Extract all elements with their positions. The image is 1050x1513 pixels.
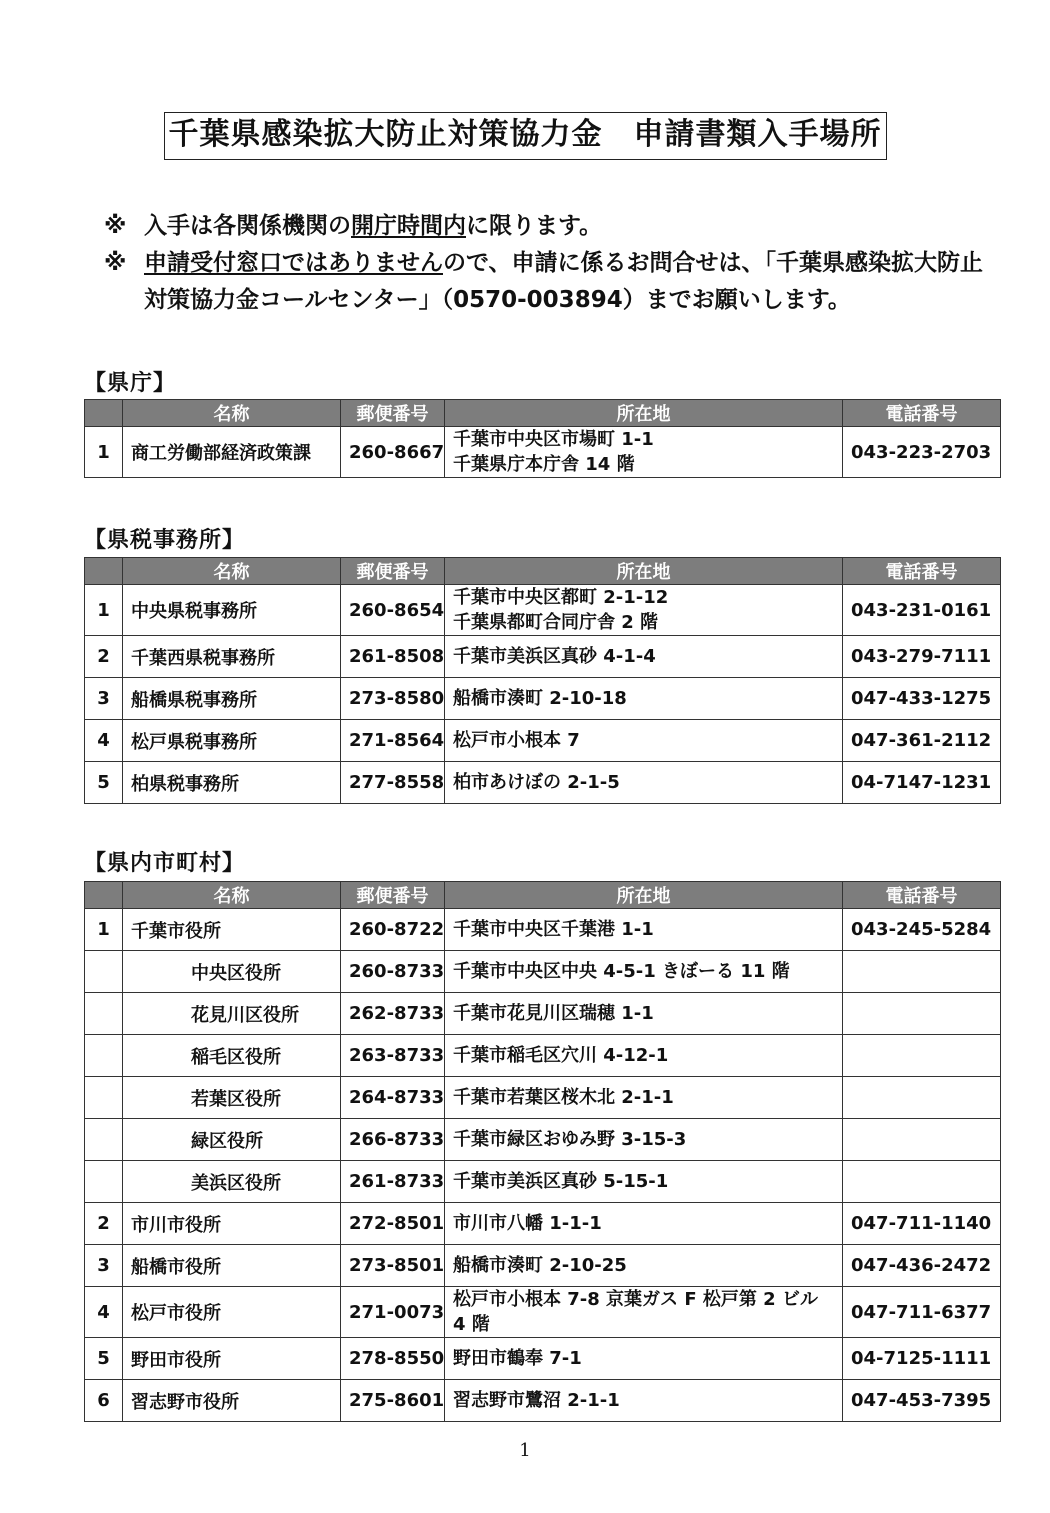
cell-number — [85, 993, 123, 1035]
cell-name: 千葉西県税事務所 — [123, 636, 341, 678]
cell-number — [85, 951, 123, 993]
cell-postal-code: 272-8501 — [341, 1203, 445, 1245]
notes — [104, 208, 984, 319]
header-postal: 郵便番号 — [341, 558, 445, 585]
cell-phone — [843, 1161, 1001, 1203]
cell-number: 1 — [85, 427, 123, 478]
cell-address — [445, 1287, 843, 1338]
address-line: 4 階 — [453, 1314, 490, 1335]
table-row — [85, 1077, 1001, 1119]
address-line: 千葉市中央区中央 4-5-1 きぼーる 11 階 — [453, 961, 790, 982]
header-name: 名称 — [123, 558, 341, 585]
title-wrap — [0, 112, 1050, 160]
note-mark: ※ — [104, 213, 127, 239]
table-row — [85, 678, 1001, 720]
cell-address — [445, 909, 843, 951]
cell-postal-code: 271-0073 — [341, 1287, 445, 1338]
header-phone: 電話番号 — [843, 400, 1001, 427]
cell-address — [445, 720, 843, 762]
cell-phone: 047-436-2472 — [843, 1245, 1001, 1287]
cell-postal-code: 260-8722 — [341, 909, 445, 951]
cell-number: 3 — [85, 678, 123, 720]
cell-postal-code: 266-8733 — [341, 1119, 445, 1161]
cell-postal-code: 277-8558 — [341, 762, 445, 804]
table-header-row — [85, 882, 1001, 909]
note-2 — [104, 245, 984, 319]
table-row — [85, 720, 1001, 762]
header-no — [85, 558, 123, 585]
note-text — [144, 245, 984, 319]
section-title-prefecture: 【県庁】 — [84, 371, 177, 396]
table-row — [85, 1380, 1001, 1422]
cell-address — [445, 1161, 843, 1203]
page-number: 1 — [519, 1440, 531, 1461]
cell-address — [445, 1119, 843, 1161]
header-address: 所在地 — [445, 400, 843, 427]
table-row — [85, 951, 1001, 993]
cell-phone: 043-245-5284 — [843, 909, 1001, 951]
cell-name: 稲毛区役所 — [123, 1035, 341, 1077]
cell-name: 柏県税事務所 — [123, 762, 341, 804]
cell-phone — [843, 1077, 1001, 1119]
cell-number: 1 — [85, 909, 123, 951]
header-no — [85, 882, 123, 909]
table-row — [85, 636, 1001, 678]
address-line: 松戸市小根本 7-8 京葉ガス F 松戸第 2 ビル — [453, 1289, 818, 1310]
header-postal: 郵便番号 — [341, 882, 445, 909]
note-underlined-text: 申請受付窓口ではありません — [144, 250, 443, 276]
address-line: 千葉市美浜区真砂 4-1-4 — [453, 646, 656, 667]
header-postal: 郵便番号 — [341, 400, 445, 427]
cell-address — [445, 427, 843, 478]
cell-name: 松戸市役所 — [123, 1287, 341, 1338]
table-row — [85, 427, 1001, 478]
table-row — [85, 1338, 1001, 1380]
cell-postal-code: 261-8733 — [341, 1161, 445, 1203]
note-1 — [104, 208, 984, 245]
cell-name: 緑区役所 — [123, 1119, 341, 1161]
table-row — [85, 762, 1001, 804]
header-phone: 電話番号 — [843, 558, 1001, 585]
cell-address — [445, 1035, 843, 1077]
address-line: 船橋市湊町 2-10-18 — [453, 688, 627, 709]
table-row — [85, 1287, 1001, 1338]
section-title-municipalities: 【県内市町村】 — [84, 851, 246, 876]
cell-name: 美浜区役所 — [123, 1161, 341, 1203]
cell-number: 5 — [85, 1338, 123, 1380]
address-line: 千葉市稲毛区穴川 4-12-1 — [453, 1045, 669, 1066]
section-title-tax-office: 【県税事務所】 — [84, 528, 246, 553]
address-line: 千葉市中央区市場町 1-1 — [453, 429, 654, 450]
table-header-row — [85, 558, 1001, 585]
cell-name: 習志野市役所 — [123, 1380, 341, 1422]
cell-name: 商工労働部経済政策課 — [123, 427, 341, 478]
table-tax-office — [84, 557, 1001, 804]
cell-name: 市川市役所 — [123, 1203, 341, 1245]
cell-postal-code: 261-8508 — [341, 636, 445, 678]
note-text-part: 入手は各関係機関の — [144, 213, 351, 239]
cell-name: 松戸県税事務所 — [123, 720, 341, 762]
note-underlined-text: 開庁時間内 — [351, 213, 466, 239]
cell-phone — [843, 951, 1001, 993]
address-line: 柏市あけぼの 2-1-5 — [453, 772, 620, 793]
cell-postal-code: 273-8501 — [341, 1245, 445, 1287]
header-no — [85, 400, 123, 427]
cell-name: 野田市役所 — [123, 1338, 341, 1380]
cell-number: 4 — [85, 1287, 123, 1338]
table-row — [85, 1035, 1001, 1077]
cell-address — [445, 585, 843, 636]
note-mark: ※ — [104, 250, 127, 276]
address-line: 千葉市花見川区瑞穂 1-1 — [453, 1003, 654, 1024]
header-address: 所在地 — [445, 882, 843, 909]
address-line: 千葉市緑区おゆみ野 3-15-3 — [453, 1129, 687, 1150]
note-text — [144, 208, 984, 245]
cell-name: 花見川区役所 — [123, 993, 341, 1035]
address-line: 習志野市鷺沼 2-1-1 — [453, 1390, 620, 1411]
address-line: 千葉市若葉区桜木北 2-1-1 — [453, 1087, 674, 1108]
cell-phone: 047-711-6377 — [843, 1287, 1001, 1338]
cell-phone — [843, 993, 1001, 1035]
cell-postal-code: 273-8580 — [341, 678, 445, 720]
cell-name: 中央区役所 — [123, 951, 341, 993]
table-row — [85, 993, 1001, 1035]
cell-postal-code: 264-8733 — [341, 1077, 445, 1119]
cell-name: 船橋市役所 — [123, 1245, 341, 1287]
cell-number: 1 — [85, 585, 123, 636]
cell-address — [445, 762, 843, 804]
address-line: 千葉市美浜区真砂 5-15-1 — [453, 1171, 669, 1192]
cell-number: 4 — [85, 720, 123, 762]
table-prefecture — [84, 399, 1001, 478]
cell-address — [445, 1077, 843, 1119]
cell-address — [445, 636, 843, 678]
cell-name: 千葉市役所 — [123, 909, 341, 951]
cell-address — [445, 951, 843, 993]
table-row — [85, 1203, 1001, 1245]
cell-postal-code: 263-8733 — [341, 1035, 445, 1077]
cell-number: 6 — [85, 1380, 123, 1422]
cell-number — [85, 1035, 123, 1077]
cell-phone — [843, 1119, 1001, 1161]
address-line: 野田市鶴奉 7-1 — [453, 1348, 582, 1369]
header-name: 名称 — [123, 882, 341, 909]
cell-phone: 043-231-0161 — [843, 585, 1001, 636]
cell-address — [445, 993, 843, 1035]
cell-number: 5 — [85, 762, 123, 804]
address-line: 千葉県庁本庁舎 14 階 — [453, 454, 635, 475]
note-text-part: ので、申請に係るお問合せは、「千葉県感染拡大防止対策協力金コールセンター」（0570-003894）までお願いします。 — [144, 250, 984, 313]
table-row — [85, 1119, 1001, 1161]
table-row — [85, 1161, 1001, 1203]
table-row — [85, 1245, 1001, 1287]
cell-address — [445, 1203, 843, 1245]
header-name: 名称 — [123, 400, 341, 427]
table-municipalities — [84, 881, 1001, 1422]
cell-phone: 047-453-7395 — [843, 1380, 1001, 1422]
address-line: 船橋市湊町 2-10-25 — [453, 1255, 627, 1276]
header-address: 所在地 — [445, 558, 843, 585]
address-line: 松戸市小根本 7 — [453, 730, 580, 751]
cell-phone: 04-7125-1111 — [843, 1338, 1001, 1380]
cell-phone: 043-279-7111 — [843, 636, 1001, 678]
cell-number: 2 — [85, 636, 123, 678]
address-line: 千葉県都町合同庁舎 2 階 — [453, 612, 659, 633]
cell-number: 3 — [85, 1245, 123, 1287]
cell-name: 若葉区役所 — [123, 1077, 341, 1119]
cell-phone — [843, 1035, 1001, 1077]
cell-address — [445, 678, 843, 720]
table-row — [85, 585, 1001, 636]
cell-address — [445, 1338, 843, 1380]
header-phone: 電話番号 — [843, 882, 1001, 909]
page-title: 千葉県感染拡大防止対策協力金 申請書類入手場所 — [164, 112, 887, 160]
address-line: 市川市八幡 1-1-1 — [453, 1213, 602, 1234]
cell-postal-code: 260-8733 — [341, 951, 445, 993]
cell-number — [85, 1077, 123, 1119]
cell-postal-code: 275-8601 — [341, 1380, 445, 1422]
address-line: 千葉市中央区都町 2-1-12 — [453, 587, 669, 608]
cell-number: 2 — [85, 1203, 123, 1245]
cell-phone: 047-361-2112 — [843, 720, 1001, 762]
cell-postal-code: 271-8564 — [341, 720, 445, 762]
cell-number — [85, 1119, 123, 1161]
cell-phone: 047-433-1275 — [843, 678, 1001, 720]
table-header-row — [85, 400, 1001, 427]
cell-phone: 043-223-2703 — [843, 427, 1001, 478]
cell-phone: 04-7147-1231 — [843, 762, 1001, 804]
cell-postal-code: 278-8550 — [341, 1338, 445, 1380]
cell-postal-code: 260-8654 — [341, 585, 445, 636]
cell-name: 船橋県税事務所 — [123, 678, 341, 720]
cell-postal-code: 260-8667 — [341, 427, 445, 478]
address-line: 千葉市中央区千葉港 1-1 — [453, 919, 654, 940]
note-text-part: に限ります。 — [466, 213, 603, 239]
cell-name: 中央県税事務所 — [123, 585, 341, 636]
cell-address — [445, 1245, 843, 1287]
table-row — [85, 909, 1001, 951]
cell-phone: 047-711-1140 — [843, 1203, 1001, 1245]
cell-address — [445, 1380, 843, 1422]
cell-number — [85, 1161, 123, 1203]
cell-postal-code: 262-8733 — [341, 993, 445, 1035]
